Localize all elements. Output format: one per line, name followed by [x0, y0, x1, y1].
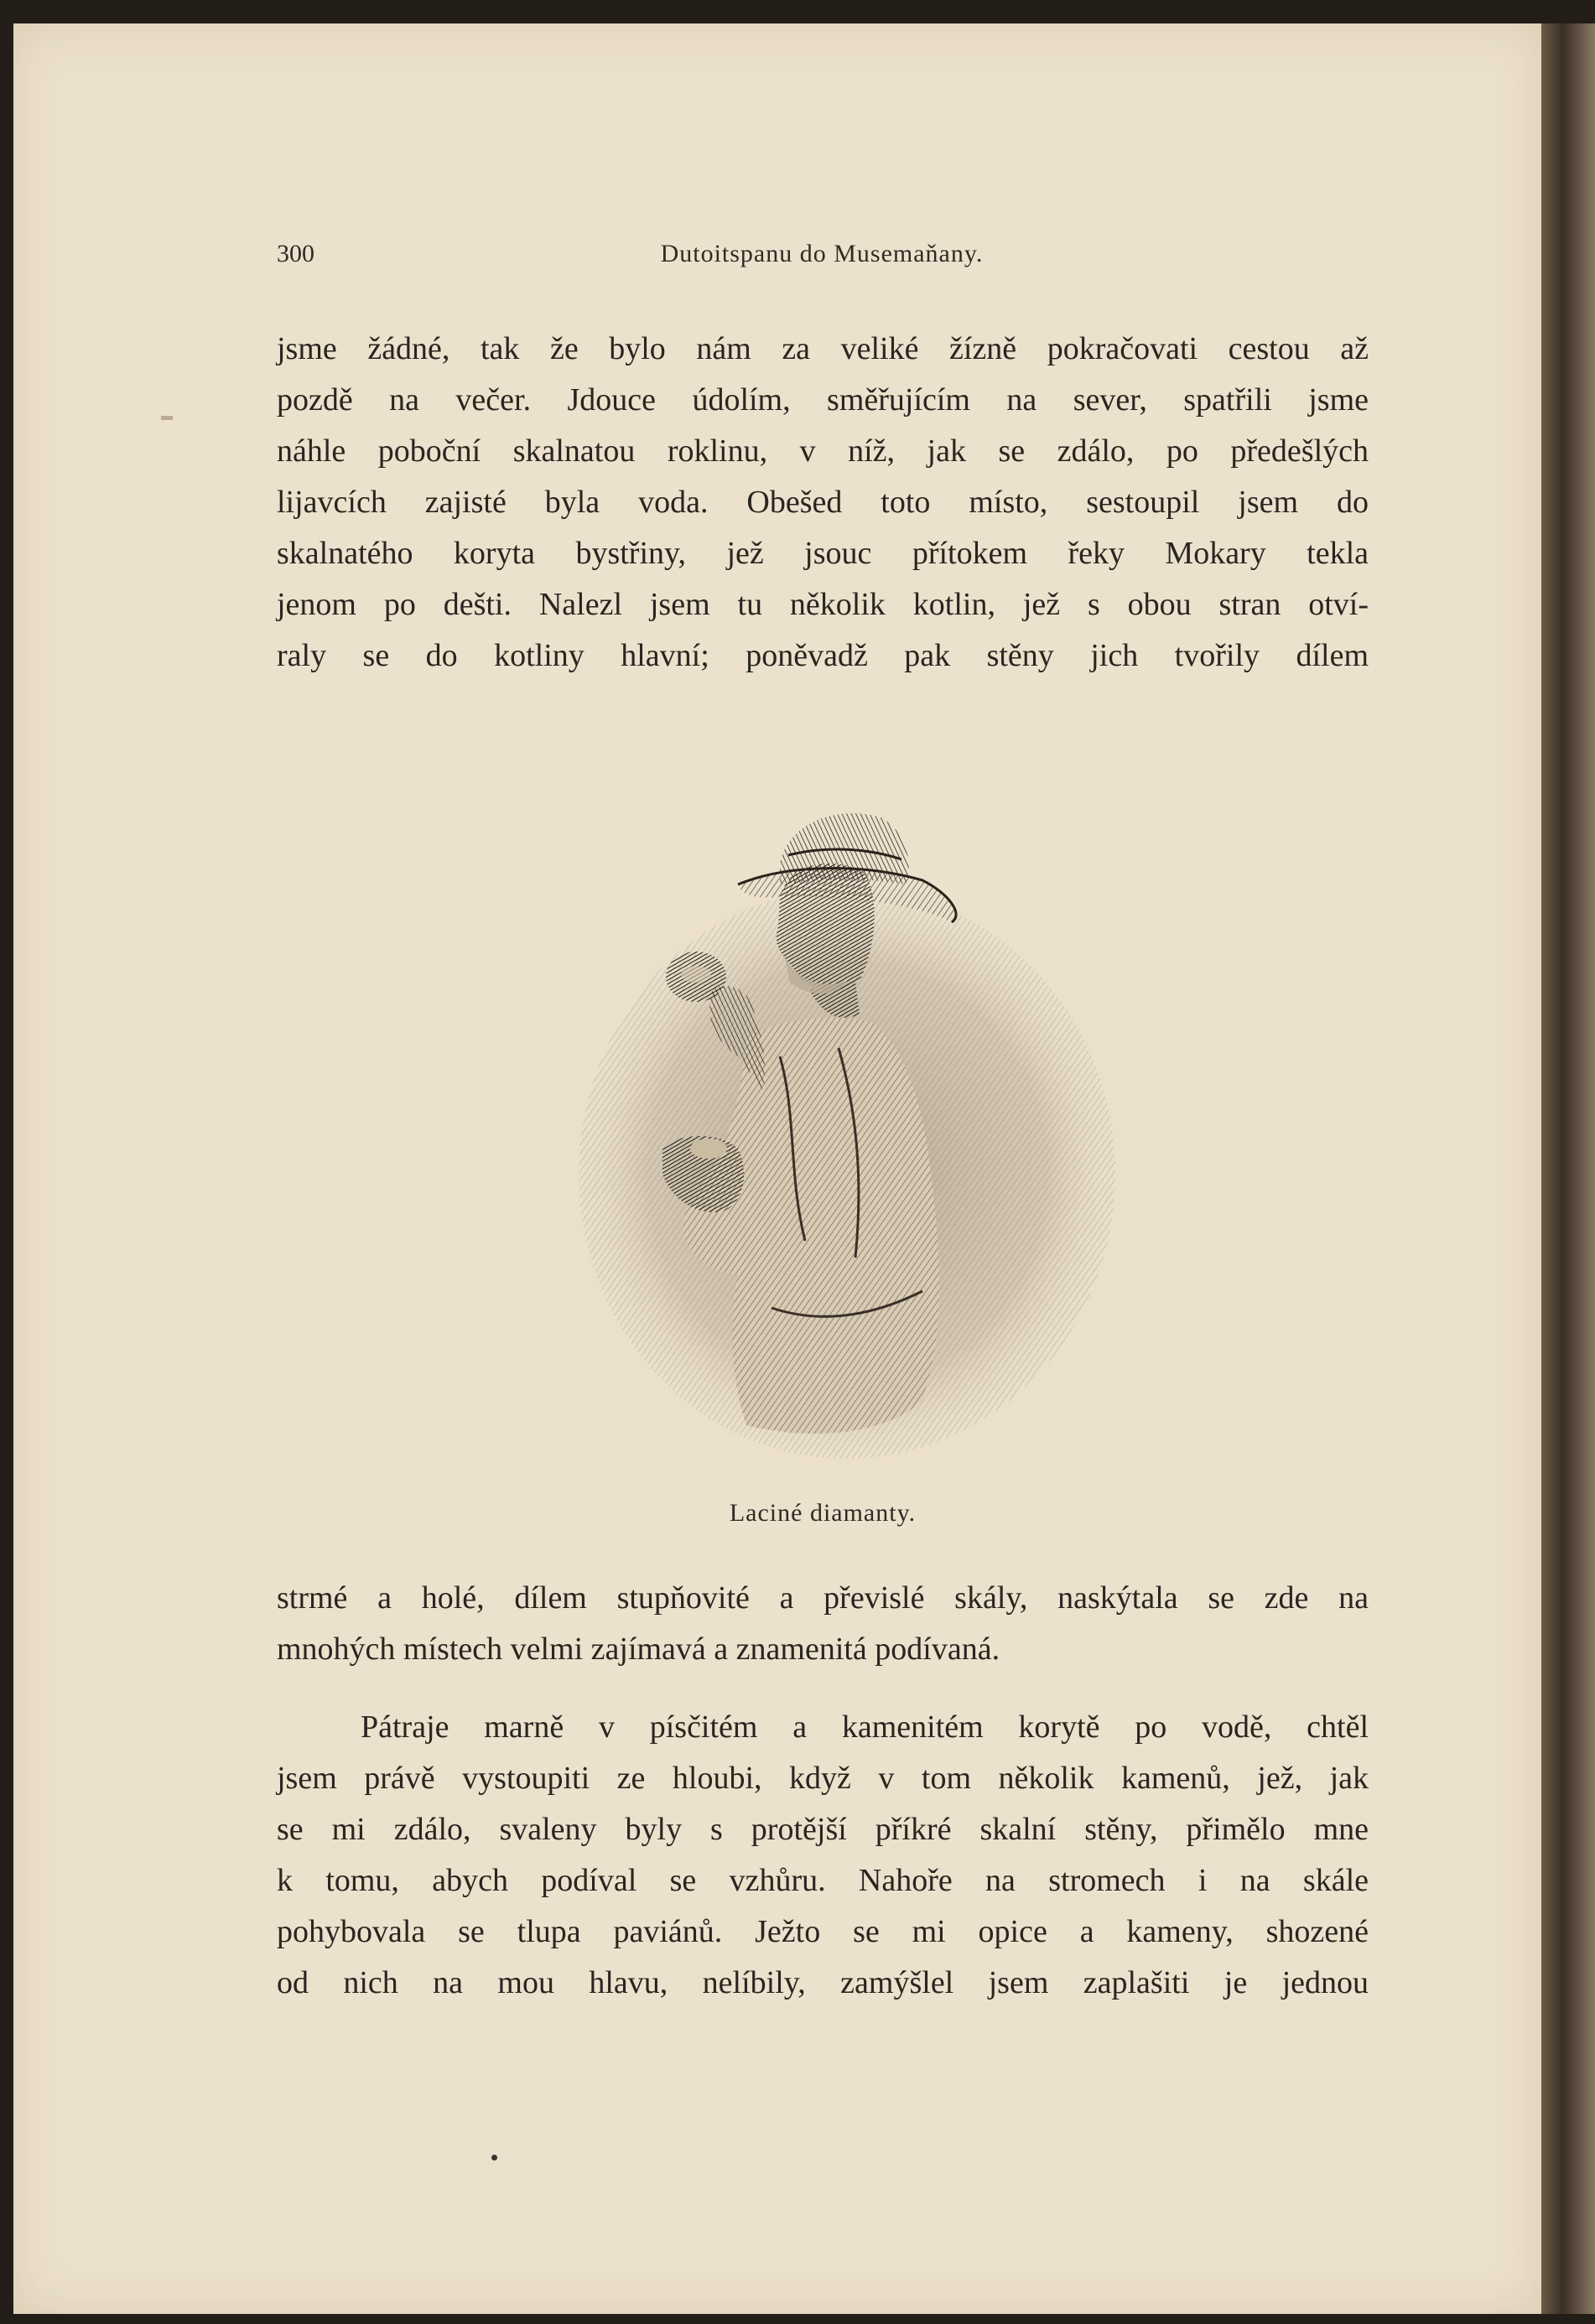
text-line: skalnatého koryta bystřiny, jež jsouc přítokem řeky Mokary tekla	[277, 536, 1369, 571]
text-line: lijavcích zajisté byla voda. Obešed toto místo, sestoupil jsem do	[277, 485, 1369, 520]
page-number: 300	[277, 240, 314, 267]
ink-speck	[491, 2155, 497, 2161]
text-line: pohybovala se tlupa paviánů. Ježto se mi opice a kameny, shozené	[277, 1914, 1369, 1949]
paragraph-1-continued	[277, 1573, 1369, 1675]
text-line: se mi zdálo, svaleny byly s protější příkré skalní stěny, přimělo mne	[277, 1812, 1369, 1847]
portrait-engraving	[570, 738, 1124, 1492]
text-line: jenom po dešti. Nalezl jsem tu několik kotlin, jež s obou stran otví-	[277, 587, 1369, 622]
text-line: jsem právě vystoupiti ze hloubi, když v tom několik kamenů, jež, jak	[277, 1761, 1369, 1796]
book-gutter	[1541, 23, 1595, 2314]
paragraph-2	[277, 1702, 1369, 2009]
figure-caption: Laciné diamanty.	[729, 1499, 917, 1527]
text-line: k tomu, abych podíval se vzhůru. Nahoře na stromech i na skále	[277, 1863, 1369, 1898]
text-line: mnohých místech velmi zajímavá a znamenitá podívaná.	[277, 1631, 1000, 1667]
running-title: Dutoitspanu do Musemaňany.	[660, 240, 984, 267]
page-header	[277, 240, 1367, 273]
text-line: náhle poboční skalnatou roklinu, v níž, jak se zdálo, po předešlých	[277, 433, 1369, 469]
text-line: strmé a holé, dílem stupňovité a převislé skály, naskýtala se zde na	[277, 1580, 1369, 1616]
engraving-illustration	[570, 738, 1124, 1492]
text-line: Pátraje marně v písčitém a kamenitém korytě po vodě, chtěl	[361, 1709, 1369, 1745]
text-line: jsme žádné, tak že bylo nám za veliké žízně pokračovati cestou až	[277, 331, 1369, 366]
paragraph-1	[277, 324, 1369, 682]
text-line: pozdě na večer. Jdouce údolím, směřujícím na sever, spatřili jsme	[277, 382, 1369, 418]
text-line: od nich na mou hlavu, nelíbily, zamýšlel jsem zaplašiti je jednou	[277, 1965, 1369, 2000]
margin-mark	[161, 416, 173, 420]
text-line: raly se do kotliny hlavní; poněvadž pak stěny jich tvořily dílem	[277, 638, 1369, 673]
